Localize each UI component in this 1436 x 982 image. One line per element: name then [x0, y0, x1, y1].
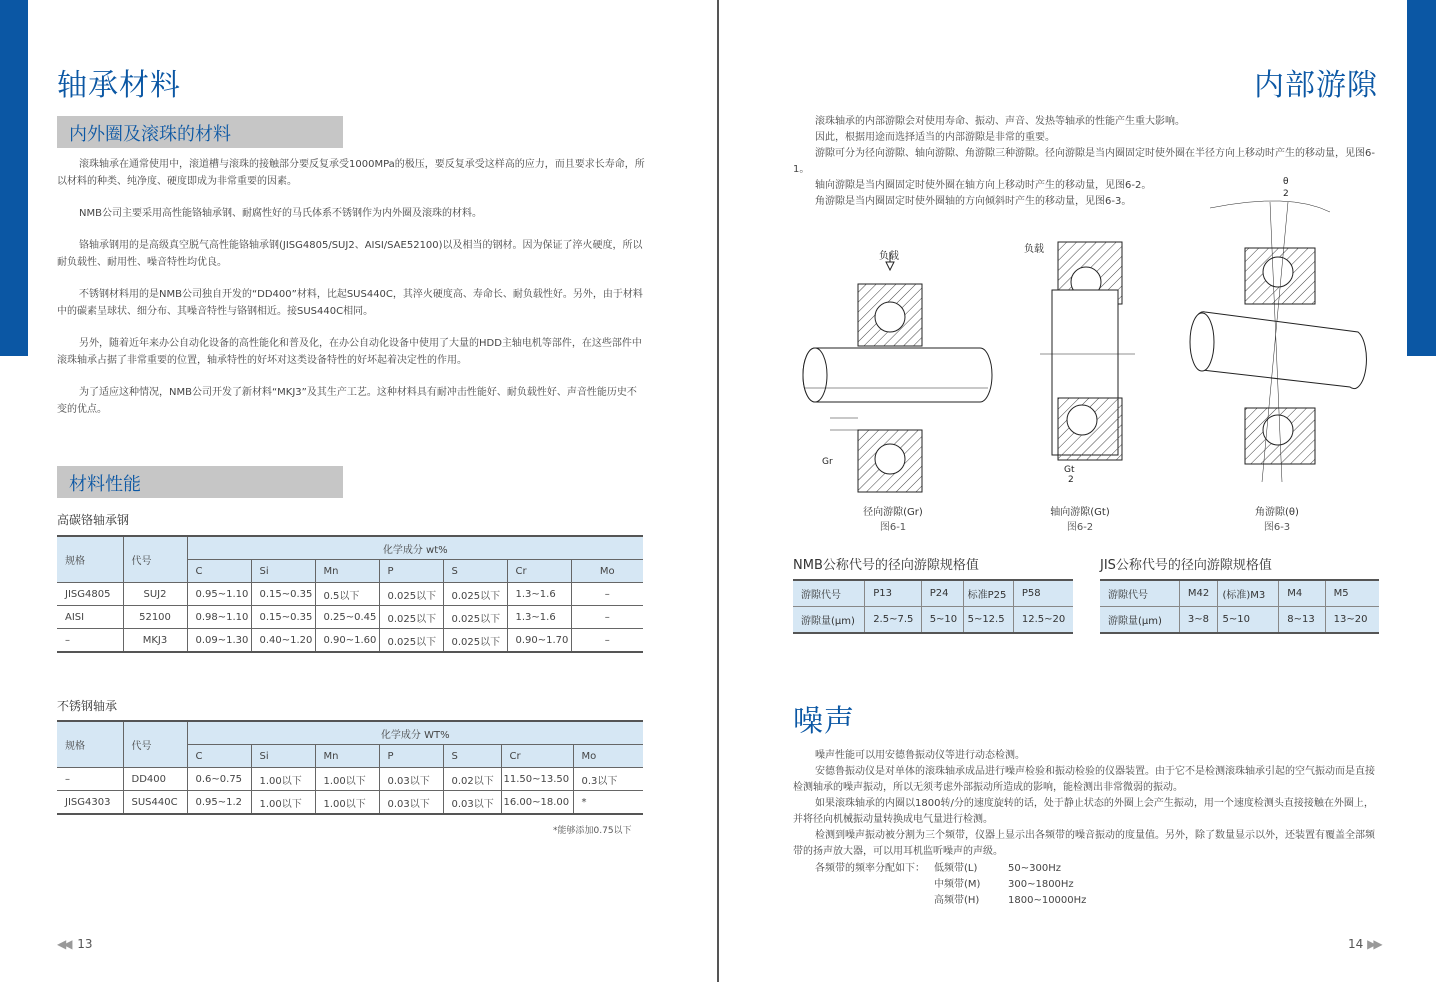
- table-cell: 12.5~20: [1013, 607, 1073, 634]
- table-cell: 1.00以下: [251, 768, 315, 791]
- table-row: [57, 768, 643, 791]
- table-cell: 5~12.5: [963, 607, 1013, 634]
- paragraph: 因此，根据用途而选择适当的内部游隙是非常的重要。: [815, 132, 1055, 143]
- page-title-right: 内部游隙: [1254, 68, 1378, 103]
- table2-label: 不锈钢轴承: [57, 699, 118, 713]
- band-list: [934, 861, 1134, 909]
- table-cell: 0.025以下: [443, 629, 507, 653]
- section-header-label: 内外圈及滚珠的材料: [69, 124, 231, 145]
- table-cell: *: [573, 791, 643, 815]
- table1-label: 高碳铬轴承钢: [57, 513, 130, 527]
- table-row: [57, 583, 643, 606]
- section-header-label: 材料性能: [69, 474, 141, 495]
- header-code: 代号: [123, 536, 187, 583]
- table-cell: 1.00以下: [251, 791, 315, 815]
- table-cell: 13~20: [1325, 607, 1379, 634]
- band-name: 高频带(H): [934, 895, 980, 906]
- header-composition: 化学成分 WT%: [187, 721, 643, 745]
- header-element: C: [187, 745, 251, 768]
- angular-clearance-figure: [1190, 177, 1366, 482]
- table-cell: 1.00以下: [315, 768, 379, 791]
- table-cell: 0.5以下: [315, 583, 379, 606]
- table-cell: P24: [921, 580, 963, 607]
- noise-text: [793, 748, 1379, 860]
- paragraph: 另外，随着近年来办公自动化设备的高性能化和普及化，在办公自动化设备中使用了大量的HDD主轴电机等部件，在这些部件中滚珠轴承占据了非常重要的位置，轴承特性的好坏对这类设备特性的好坏起着决定性的作用。: [57, 338, 642, 366]
- table-cell: MKJ3: [123, 629, 187, 653]
- paragraph: 为了适应这种情况，NMB公司开发了新材料“MKJ3”及其生产工艺。这种材料具有耐冲击性能好、耐负载性好、声音性能历史不变的优点。: [57, 387, 637, 415]
- table-row: [793, 580, 1073, 607]
- table-cell: 0.025以下: [443, 583, 507, 606]
- table-cell: 52100: [123, 606, 187, 629]
- gt-mark-sub: 2: [1068, 475, 1074, 485]
- axial-clearance-figure: [1024, 242, 1135, 485]
- table-cell: 0.95~1.10: [187, 583, 251, 606]
- table-cell: 0.15~0.35: [251, 606, 315, 629]
- header-element: Mo: [573, 745, 643, 768]
- table-cell: 0.025以下: [379, 583, 443, 606]
- table-cell: 2.5~7.5: [865, 607, 922, 634]
- figure-name: 轴向游隙(Gt): [1050, 507, 1110, 518]
- table-row: [57, 791, 643, 815]
- nmb-clearance-table: [793, 579, 1073, 634]
- table-cell: 11.50~13.50: [501, 768, 573, 791]
- table-cell: 游隙量(μm): [1100, 607, 1179, 634]
- clearance-diagrams: [790, 172, 1390, 512]
- band-item: [934, 861, 1134, 877]
- theta-mark-sub: 2: [1283, 189, 1289, 199]
- page-number-text: 14: [1348, 937, 1364, 951]
- paragraph: 如果滚珠轴承的内圈以1800转/分的速度旋转的话，处于静止状态的外圈上会产生振动，用一个速度检测头直接接触在外圈上，并将径向机械振动量转换成电气量进行检测。: [793, 798, 1374, 825]
- header-composition: 化学成分 wt%: [187, 536, 643, 560]
- header-element: Cr: [507, 560, 571, 583]
- table-cell: 0.02以下: [443, 768, 501, 791]
- table-cell: SUS440C: [123, 791, 187, 815]
- paragraph: 检测到噪声振动被分割为三个频带，仪器上显示出各频带的噪音振动的度量值。另外，除了数量显示以外，还装置有覆盖全部频带的扬声放大器，可以用耳机监听噪声的声级。: [793, 830, 1375, 857]
- table-header-row: [57, 721, 643, 745]
- section-header-materials: [57, 116, 343, 148]
- header-element: Mn: [315, 745, 379, 768]
- table-cell: 5~10: [921, 607, 963, 634]
- table-cell: 0.90~1.70: [507, 629, 571, 653]
- header-code: 代号: [123, 721, 187, 768]
- figure-name: 角游隙(θ): [1255, 507, 1299, 518]
- table-cell: (标准)M3: [1218, 580, 1279, 607]
- table-cell: 16.00~18.00: [501, 791, 573, 815]
- band-name: 低频带(L): [934, 863, 978, 874]
- jis-clearance-table: [1100, 579, 1379, 634]
- band-range: 300~1800Hz: [1008, 879, 1074, 890]
- figure-number: 图6-3: [1263, 522, 1291, 533]
- table-cell: 0.6~0.75: [187, 768, 251, 791]
- table-cell: SUJ2: [123, 583, 187, 606]
- header-element: P: [379, 560, 443, 583]
- band-range: 50~300Hz: [1008, 863, 1061, 874]
- table-cell: 0.15~0.35: [251, 583, 315, 606]
- table-cell: 0.90~1.60: [315, 629, 379, 653]
- page-number-right: [1348, 937, 1380, 951]
- header-spec: 规格: [57, 721, 123, 768]
- figure-caption: [840, 503, 946, 533]
- paragraph: 角游隙是当内圈固定时使外圈轴的方向倾斜时产生的移动量，见图6-3。: [815, 196, 1132, 207]
- table-cell: JISG4805: [57, 583, 123, 606]
- prev-arrow-icon: ◀◀: [57, 937, 70, 951]
- page-number-left: [57, 937, 93, 951]
- table-cell: 游隙代号: [793, 580, 865, 607]
- table-cell: DD400: [123, 768, 187, 791]
- table-cell: 0.25~0.45: [315, 606, 379, 629]
- table-cell: JISG4303: [57, 791, 123, 815]
- table-cell: 0.3以下: [573, 768, 643, 791]
- radial-clearance-figure: [803, 249, 992, 492]
- right-accent-bar: [1407, 0, 1436, 356]
- table-row: [1100, 607, 1379, 634]
- page-number-text: 13: [77, 937, 93, 951]
- table-cell: 0.09~1.30: [187, 629, 251, 653]
- table-cell: 0.03以下: [379, 768, 443, 791]
- band-item: [934, 893, 1134, 909]
- page-gutter: [717, 0, 719, 982]
- table-cell: 0.03以下: [379, 791, 443, 815]
- table-cell: 游隙量(μm): [793, 607, 865, 634]
- table-cell: 0.025以下: [379, 629, 443, 653]
- bands-intro: 各频带的频率分配如下：: [815, 863, 925, 874]
- table-cell: 5~10: [1218, 607, 1279, 634]
- table-cell: M4: [1279, 580, 1325, 607]
- figure-caption: [1224, 503, 1330, 533]
- gr-mark: Gr: [822, 457, 833, 467]
- header-element: Mo: [571, 560, 643, 583]
- header-element: Mn: [315, 560, 379, 583]
- figure-number: 图6-1: [879, 522, 907, 533]
- header-element: S: [443, 745, 501, 768]
- header-element: C: [187, 560, 251, 583]
- table-cell: 0.03以下: [443, 791, 501, 815]
- paragraph: 铬轴承钢用的是高级真空脱气高性能铬轴承钢(JISG4805/SUJ2、AISI/SAE52100)以及相当的钢材。因为保证了淬火硬度，所以耐负载性、耐用性、噪音特性均优良。: [57, 240, 643, 268]
- paragraph: 滚珠轴承的内部游隙会对使用寿命、振动、声音、发热等轴承的性能产生重大影响。: [815, 116, 1185, 127]
- section-header-properties: [57, 466, 343, 498]
- page-title-left: 轴承材料: [57, 68, 181, 103]
- table-cell: M5: [1325, 580, 1379, 607]
- table-row: [1100, 580, 1379, 607]
- noise-title: 噪声: [793, 704, 855, 739]
- table-row: [57, 629, 643, 653]
- paragraph: 游隙可分为径向游隙、轴向游隙、角游隙三种游隙。径向游隙是当内圈固定时使外圈在半径方向上移动时产生的移动量，见图6-1。: [793, 148, 1375, 175]
- paragraph: 滚珠轴承在通常使用中，滚道槽与滚珠的接触部分要反复承受1000MPa的极压，要反复承受这样高的应力，而且要求长寿命，所以材料的种类、纯净度、硬度即成为非常重要的因素。: [57, 159, 645, 187]
- theta-mark: θ: [1283, 177, 1289, 187]
- table-cell: –: [57, 768, 123, 791]
- paragraph: 不锈钢材料用的是NMB公司独自开发的“DD400”材料，比起SUS440C，其淬火硬度高、寿命长、耐负载性好。另外，由于材料中的碳素呈球状、细分布、其噪音特性与铬钢相近。接SUS440C相同。: [57, 289, 643, 317]
- table-row: [57, 606, 643, 629]
- table-cell: 0.95~1.2: [187, 791, 251, 815]
- band-range: 1800~10000Hz: [1008, 895, 1087, 906]
- paragraph: 安德鲁振动仪是对单体的滚珠轴承成品进行噪声检验和振动检验的仪器装置。由于它不是检测滚珠轴承引起的空气振动而是直接检测轴承的噪声振动，所以无须考虑外部振动所造成的影响，能检测出非常微弱的振动。: [793, 766, 1375, 793]
- jis-table-title: JIS公称代号的径向游隙规格值: [1100, 558, 1272, 573]
- table-cell: AISI: [57, 606, 123, 629]
- table-cell: 标准P25: [963, 580, 1013, 607]
- table-cell: 游隙代号: [1100, 580, 1179, 607]
- paragraph: 噪声性能可以用安德鲁振动仪等进行动态检测。: [815, 750, 1025, 761]
- table-cell: 0.40~1.20: [251, 629, 315, 653]
- table-cell: –: [57, 629, 123, 653]
- figure-name: 径向游隙(Gr): [863, 507, 923, 518]
- band-name: 中频带(M): [934, 879, 981, 890]
- table-cell: M42: [1179, 580, 1218, 607]
- table-cell: –: [571, 583, 643, 606]
- table-cell: –: [571, 606, 643, 629]
- table-cell: 8~13: [1279, 607, 1325, 634]
- table-cell: 1.3~1.6: [507, 606, 571, 629]
- next-arrow-icon: ▶▶: [1367, 937, 1380, 951]
- table-cell: 1.00以下: [315, 791, 379, 815]
- band-item: [934, 877, 1134, 893]
- header-element: Si: [251, 745, 315, 768]
- table-cell: 0.98~1.10: [187, 606, 251, 629]
- figure-number: 图6-2: [1066, 522, 1094, 533]
- header-element: Si: [251, 560, 315, 583]
- table-cell: 0.025以下: [379, 606, 443, 629]
- load-label: 负载: [1024, 244, 1044, 255]
- table-cell: P13: [865, 580, 922, 607]
- table-cell: 0.025以下: [443, 606, 507, 629]
- chromium-steel-table: [57, 535, 643, 653]
- table-header-row: [57, 536, 643, 560]
- left-accent-bar: [0, 0, 28, 356]
- load-label: 负载: [879, 251, 899, 262]
- table-row: [793, 607, 1073, 634]
- paragraph: NMB公司主要采用高性能铬轴承钢、耐腐性好的马氏体系不锈钢作为内外圈及滚珠的材料。: [79, 208, 482, 219]
- header-element: Cr: [501, 745, 573, 768]
- header-spec: 规格: [57, 536, 123, 583]
- header-element: P: [379, 745, 443, 768]
- table-cell: 1.3~1.6: [507, 583, 571, 606]
- nmb-table-title: NMB公称代号的径向游隙规格值: [793, 558, 979, 573]
- table-cell: P58: [1013, 580, 1073, 607]
- figure-caption: [1027, 503, 1133, 533]
- materials-text: [57, 156, 645, 418]
- header-element: S: [443, 560, 507, 583]
- table-cell: –: [571, 629, 643, 653]
- gt-mark: Gt: [1064, 465, 1075, 475]
- stainless-steel-table: [57, 720, 643, 815]
- paragraph: 轴向游隙是当内圈固定时使外圈在轴方向上移动时产生的移动量，见图6-2。: [815, 180, 1152, 191]
- table-footnote: *能够添加0.75以下: [553, 826, 632, 836]
- table-cell: 3~8: [1179, 607, 1218, 634]
